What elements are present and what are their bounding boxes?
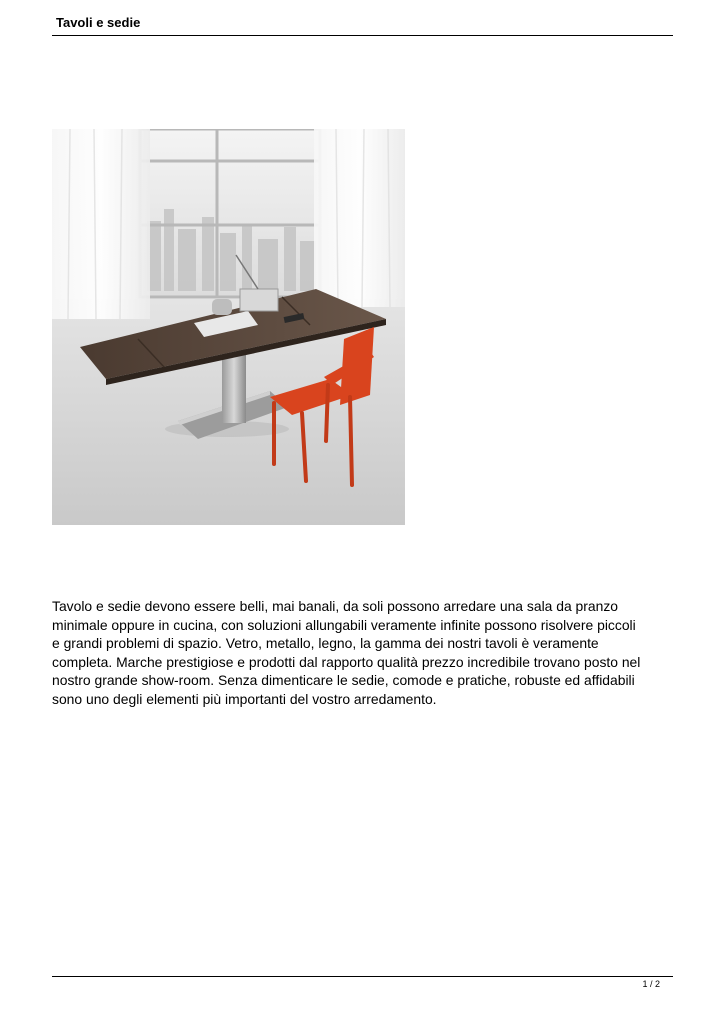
body-line: completa. Marche prestigiose e prodotti dal rapporto qualità prezzo incredibile trovano posto nel [52, 653, 641, 670]
footer-divider [52, 976, 673, 977]
header-divider [52, 35, 673, 36]
body-paragraph [52, 597, 677, 709]
page-title: Tavoli e sedie [56, 15, 141, 30]
body-line: sono uno degli elementi più importanti del vostro arredamento. [52, 690, 437, 707]
body-line: minimale oppure in cucina, con soluzioni allungabili veramente infinite possono risolvere piccoli [52, 616, 636, 633]
body-line: e grandi problemi di spazio. Vetro, metallo, legno, la gamma dei nostri tavoli è veramente [52, 635, 599, 652]
body-line: nostro grande show-room. Senza dimenticare le sedie, comode e pratiche, robuste ed affidabili [52, 672, 635, 689]
body-line: Tavolo e sedie devono essere belli, mai banali, da soli possono arredare una sala da pranzo [52, 598, 619, 614]
table-photo [52, 129, 405, 525]
table-photo-illustration [52, 129, 405, 525]
page-number: 1 / 2 [642, 979, 660, 989]
